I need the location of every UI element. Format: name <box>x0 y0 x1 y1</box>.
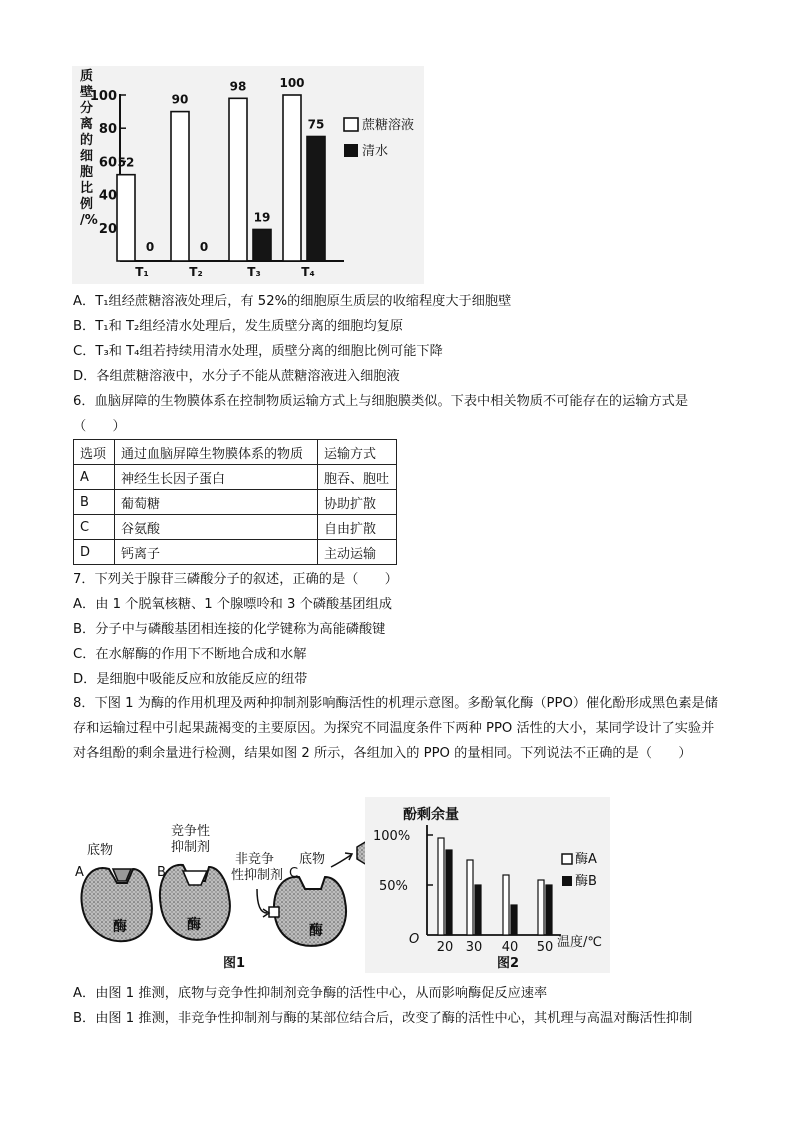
legend-label-enzyme-b: 酶B <box>575 874 597 889</box>
table-cell: D <box>74 540 115 565</box>
enzyme-label: 酶 <box>309 923 323 939</box>
enzyme-a <box>75 842 152 941</box>
noncompetitive-label-1: 非竞争 <box>235 852 275 867</box>
bar-enzyme-b <box>446 850 452 935</box>
enzyme-b <box>157 823 230 940</box>
legend-label-sucrose: 蔗糖溶液 <box>362 118 415 133</box>
bar-sucrose <box>117 175 135 261</box>
x-tick-label: 50 <box>536 940 554 955</box>
x-tick-label: T₂ <box>189 265 203 279</box>
table-header-cell: 选项 <box>74 440 115 465</box>
table-row <box>74 465 397 490</box>
y-label-char: /% <box>80 213 98 228</box>
y-tick-label: 20 <box>98 221 117 237</box>
table-cell: 胞吞、胞吐 <box>318 465 397 490</box>
bar-enzyme-a <box>538 880 544 935</box>
table-cell: 协助扩散 <box>318 490 397 515</box>
y-tick-label: 40 <box>98 188 117 204</box>
q5-option-b: B．T₁和 T₂组经清水处理后，发生质壁分离的细胞均复原 <box>73 319 404 334</box>
x-tick-label: T₁ <box>135 265 149 279</box>
y-tick-label: 50% <box>379 879 408 894</box>
q8-stem: 8．下图 1 为酶的作用机理及两种抑制剂影响酶活性的机理示意图。多酚氧化酶（PPO）催化酚形成黑色素是储存和运输过程中引起果蔬褐变的主要原因。为探究不同温度条件下两种 PPO 活性的大小，某同学设计了实验并对各组酚的剩余量进行检测，结果如图 2 所示，各组加入的 PPO 的量相同。下列说法不正确的是（ ） <box>73 696 718 761</box>
table-header-cell: 通过血脑屏障生物膜体系的物质 <box>115 440 318 465</box>
y-label-char: 的 <box>80 133 94 148</box>
q5-option-d: D．各组蔗糖溶液中，水分子不能从蔗糖溶液进入细胞液 <box>73 369 400 384</box>
data-label: 75 <box>307 117 325 132</box>
table-row <box>74 490 397 515</box>
substrate-label: 底物 <box>87 843 114 858</box>
q7-option-b: B．分子中与磷酸基团相连接的化学键称为高能磷酸键 <box>73 622 386 637</box>
bar-sucrose <box>283 95 301 261</box>
y-axis-label: 酚剩余量 <box>403 807 459 823</box>
y-label-char: 分 <box>80 101 94 116</box>
x-tick-label: 30 <box>465 940 483 955</box>
y-label-char: 细 <box>80 149 94 164</box>
data-label: 0 <box>145 240 155 254</box>
q7-option-c: C．在水解酶的作用下不断地合成和水解 <box>73 647 307 662</box>
y-label-char: 比 <box>80 181 94 196</box>
table-header-cell: 运输方式 <box>318 440 397 465</box>
legend-label-water: 清水 <box>362 144 389 159</box>
data-label: 98 <box>229 79 247 94</box>
competitive-label-1: 竞争性 <box>171 824 211 839</box>
arrow-substrate <box>331 855 351 867</box>
figure-2-caption: 图2 <box>497 956 520 971</box>
y-label-char: 壁 <box>80 85 94 100</box>
label-a: A <box>75 865 84 880</box>
data-label: 100 <box>279 76 305 90</box>
legend-swatch-water <box>344 144 358 157</box>
legend-swatch-enzyme-b <box>562 876 572 886</box>
q6-table <box>73 439 397 565</box>
enzyme-label: 酶 <box>113 919 127 935</box>
figure-1-caption: 图1 <box>223 956 246 971</box>
y-tick-label: 60 <box>98 155 117 171</box>
bar-enzyme-a <box>438 838 444 935</box>
enzyme-c <box>231 841 377 946</box>
bar-water <box>253 229 271 261</box>
bar-sucrose <box>171 112 189 261</box>
bar-sucrose <box>229 98 247 261</box>
legend-label-enzyme-a: 酶A <box>575 852 597 867</box>
x-tick-label: T₃ <box>247 265 261 279</box>
bar-enzyme-a <box>503 875 509 935</box>
bar-enzyme-a <box>467 860 473 935</box>
figure-1-enzyme-mechanism <box>73 797 393 973</box>
enzyme-label: 酶 <box>187 917 201 933</box>
q5-option-c: C．T₃和 T₄组若持续用清水处理，质壁分离的细胞比例可能下降 <box>73 344 443 359</box>
table-row <box>74 515 397 540</box>
q7-stem: 7．下列关于腺苷三磷酸分子的叙述，正确的是（ ） <box>73 572 398 587</box>
noncompetitive-inhibitor-shape <box>269 907 279 917</box>
table-cell: 神经生长因子蛋白 <box>115 465 318 490</box>
table-cell: 谷氨酸 <box>115 515 318 540</box>
x-axis-label: 温度/℃ <box>557 935 602 950</box>
data-label: 90 <box>171 92 189 107</box>
table-cell: 葡萄糖 <box>115 490 318 515</box>
q7-option-d: D．是细胞中吸能反应和放能反应的纽带 <box>73 672 308 687</box>
bar-enzyme-b <box>546 885 552 935</box>
table-header-row <box>74 440 397 465</box>
figure-2-phenol-remaining <box>365 797 610 973</box>
x-tick-label: T₄ <box>301 265 315 279</box>
data-label: 19 <box>253 210 271 225</box>
origin-label: O <box>409 932 420 947</box>
bar-enzyme-b <box>475 885 481 935</box>
data-label: 52 <box>117 155 135 170</box>
legend-swatch-sucrose <box>344 118 358 131</box>
y-label-char: 质 <box>80 69 94 84</box>
x-tick-label: 20 <box>436 940 454 955</box>
q7-option-a: A．由 1 个脱氧核糖、1 个腺嘌呤和 3 个磷酸基团组成 <box>73 597 392 612</box>
q5-option-a: A．T₁组经蔗糖溶液处理后，有 52%的细胞原生质层的收缩程度大于细胞壁 <box>73 294 512 309</box>
legend-swatch-enzyme-a <box>562 854 572 864</box>
y-label-char: 离 <box>80 117 94 132</box>
label-b: B <box>157 865 166 880</box>
table-row <box>74 540 397 565</box>
arrow-inhibitor <box>257 889 267 913</box>
table-cell: 钙离子 <box>115 540 318 565</box>
q8-option-a: A．由图 1 推测，底物与竞争性抑制剂竞争酶的活性中心，从而影响酶促反应速率 <box>73 986 548 1001</box>
table-cell: 自由扩散 <box>318 515 397 540</box>
y-tick-label: 80 <box>98 122 117 138</box>
bar-water <box>307 137 325 262</box>
competitive-label-2: 抑制剂 <box>171 840 211 855</box>
noncompetitive-label-2: 性抑制剂 <box>231 868 284 883</box>
data-label: 0 <box>199 240 209 254</box>
q8-option-b: B．由图 1 推测，非竞争性抑制剂与酶的某部位结合后，改变了酶的活性中心，其机理与高温对酶活性抑制 <box>73 1011 693 1026</box>
q6-stem: 6．血脑屏障的生物膜体系在控制物质运输方式上与细胞膜类似。下表中相关物质不可能存在的运输方式是（ ） <box>73 394 689 434</box>
table-cell: B <box>74 490 115 515</box>
y-tick-label: 100 <box>89 89 117 104</box>
table-cell: A <box>74 465 115 490</box>
chart-plasmolysis <box>72 66 424 284</box>
y-label-char: 例 <box>80 197 94 212</box>
table-cell: C <box>74 515 115 540</box>
y-label-char: 胞 <box>80 165 94 180</box>
table-cell: 主动运输 <box>318 540 397 565</box>
label-c: C <box>289 866 299 881</box>
y-tick-label: 100% <box>373 829 411 844</box>
x-tick-label: 40 <box>501 940 519 955</box>
bar-enzyme-b <box>511 905 517 935</box>
substrate-c-label: 底物 <box>299 852 326 867</box>
